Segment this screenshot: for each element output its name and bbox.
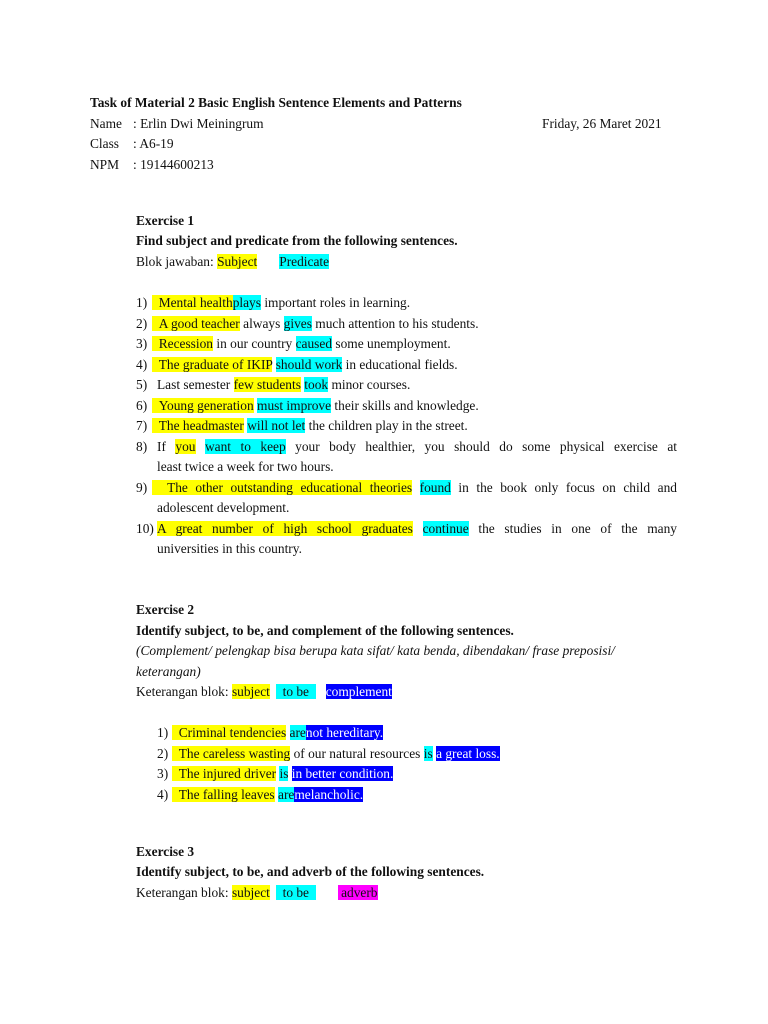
plain-text: important roles in learning. — [264, 295, 411, 310]
ex1-item-9 — [0, 478, 768, 498]
ex2-item-4 — [0, 785, 768, 805]
plain-text: much attention to his students. — [315, 316, 479, 331]
ex1-item-2 — [0, 314, 768, 334]
predicate-highlight: caused — [295, 336, 333, 351]
document-title — [0, 93, 768, 113]
subject-highlight: The falling leaves — [178, 787, 275, 802]
predicate-highlight: gives — [283, 316, 312, 331]
predicate-highlight: continue — [422, 521, 469, 536]
subject-highlight: Mental health — [158, 295, 233, 310]
exercise2-key — [0, 682, 768, 702]
complement-highlight: a great loss. — [436, 746, 500, 761]
item-number: 4) — [136, 357, 148, 372]
subject-highlight: A good teacher — [158, 316, 240, 331]
name-label: Name — [90, 116, 122, 131]
name-value: : Erlin Dwi Meiningrum — [133, 116, 264, 131]
item-number: 1) — [157, 725, 169, 740]
subject-highlight: The headmaster — [158, 418, 244, 433]
exercise3-title-text: Exercise 3 — [136, 844, 195, 859]
npm-label: NPM — [90, 157, 120, 172]
plain-text: in the book only focus on child and — [458, 480, 677, 495]
ex1-item-5 — [0, 375, 768, 395]
tobe-highlight: are — [278, 787, 295, 802]
item-number: 5) — [136, 377, 148, 392]
ex2-item-1 — [0, 723, 768, 743]
item-number: 1) — [136, 295, 148, 310]
subject-highlight: A great number of high school graduates — [157, 521, 413, 536]
note-text: (Complement/ pelengkap bisa berupa kata sifat/ kata benda, dibendakan/ frase preposisi/ — [136, 643, 615, 658]
complement-highlight: melancholic. — [294, 787, 364, 802]
ex1-item-9-cont — [0, 498, 768, 518]
ex1-item-1 — [0, 293, 768, 313]
exercise2-title-text: Exercise 2 — [136, 602, 195, 617]
plain-text: the children play in the street. — [308, 418, 468, 433]
item-number: 10) — [136, 521, 154, 536]
plain-text: least twice a week for two hours. — [157, 459, 334, 474]
exercise1-key — [0, 252, 768, 272]
exercise2-instruction-text: Identify subject, to be, and complement of the following sentences. — [136, 623, 514, 638]
plain-text: in our country — [216, 336, 293, 351]
item-number: 7) — [136, 418, 148, 433]
class-row — [0, 134, 768, 154]
exercise2-instruction — [0, 621, 768, 641]
key-adverb: adverb — [341, 885, 378, 900]
predicate-highlight: found — [419, 480, 451, 495]
ex1-item-10-cont — [0, 539, 768, 559]
key-prefix: Keterangan blok: — [136, 684, 229, 699]
tobe-highlight: is — [423, 746, 433, 761]
plain-text: their skills and knowledge. — [334, 398, 479, 413]
predicate-highlight: will not let — [247, 418, 306, 433]
item-number: 9) — [136, 480, 148, 495]
plain-text: of our natural resources — [293, 746, 421, 761]
predicate-highlight: took — [304, 377, 329, 392]
exercise2-title — [0, 600, 768, 620]
plain-text: minor courses. — [331, 377, 411, 392]
tobe-highlight: is — [279, 766, 289, 781]
plain-text: always — [243, 316, 281, 331]
item-number: 6) — [136, 398, 148, 413]
exercise2-note-2 — [0, 662, 768, 682]
exercise3-title — [0, 842, 768, 862]
plain-text: Last semester — [157, 377, 231, 392]
plain-text: If — [157, 439, 166, 454]
key-predicate: Predicate — [279, 254, 330, 269]
item-number: 2) — [136, 316, 148, 331]
ex2-item-2 — [0, 744, 768, 764]
subject-highlight: Recession — [158, 336, 213, 351]
exercise1-title-text: Exercise 1 — [136, 213, 195, 228]
key-subject: subject — [231, 684, 270, 699]
complement-highlight: not hereditary. — [305, 725, 384, 740]
ex1-item-7 — [0, 416, 768, 436]
class-value: : A6-19 — [133, 136, 174, 151]
plain-text: universities in this country. — [157, 541, 302, 556]
plain-text: the studies in one of the many — [478, 521, 677, 536]
exercise1-title — [0, 211, 768, 231]
key-tobe: to be — [282, 684, 309, 699]
note-text: keterangan) — [136, 664, 201, 679]
exercise3-instruction-text: Identify subject, to be, and adverb of the following sentences. — [136, 864, 485, 879]
exercise2-note-1 — [0, 641, 768, 661]
title-text: Task of Material 2 Basic English Sentence Elements and Patterns — [90, 95, 462, 110]
complement-highlight: in better condition. — [291, 766, 394, 781]
predicate-highlight: must improve — [257, 398, 332, 413]
predicate-highlight: should work — [275, 357, 343, 372]
item-number: 2) — [157, 746, 169, 761]
ex1-item-3 — [0, 334, 768, 354]
subject-highlight: The careless wasting — [178, 746, 291, 761]
predicate-highlight: want to keep — [204, 439, 286, 454]
key-complement: complement — [325, 684, 392, 699]
subject-highlight: Criminal tendencies — [178, 725, 287, 740]
ex1-item-8 — [0, 437, 768, 457]
date-text: Friday, 26 Maret 2021 — [542, 116, 662, 131]
subject-highlight: The graduate of IKIP — [158, 357, 273, 372]
item-number: 3) — [136, 336, 148, 351]
ex2-item-3 — [0, 764, 768, 784]
key-subject: subject — [231, 885, 270, 900]
key-prefix: Keterangan blok: — [136, 885, 229, 900]
ex1-item-8-cont — [0, 457, 768, 477]
exercise1-instruction-text: Find subject and predicate from the following sentences. — [136, 233, 458, 248]
subject-highlight: The injured driver — [178, 766, 277, 781]
name-row — [0, 114, 768, 134]
exercise3-key — [0, 883, 768, 903]
npm-value: : 19144600213 — [133, 157, 214, 172]
exercise1-instruction — [0, 231, 768, 251]
key-subject: Subject — [217, 254, 258, 269]
plain-text: some unemployment. — [335, 336, 451, 351]
ex1-item-10 — [0, 519, 768, 539]
plain-text: adolescent development. — [157, 500, 290, 515]
key-prefix: Blok jawaban: — [136, 254, 214, 269]
item-number: 8) — [136, 439, 148, 454]
plain-text: your body healthier, you should do some physical exercise at — [295, 439, 677, 454]
subject-highlight: The other outstanding educational theories — [167, 480, 413, 495]
npm-row — [0, 155, 768, 175]
key-tobe: to be — [282, 885, 309, 900]
ex1-item-4 — [0, 355, 768, 375]
class-label: Class — [90, 136, 120, 151]
subject-highlight: Young generation — [158, 398, 254, 413]
subject-highlight: you — [175, 439, 196, 454]
exercise3-instruction — [0, 862, 768, 882]
item-number: 3) — [157, 766, 169, 781]
predicate-highlight: plays — [232, 295, 261, 310]
ex1-item-6 — [0, 396, 768, 416]
tobe-highlight: are — [289, 725, 306, 740]
item-number: 4) — [157, 787, 169, 802]
subject-highlight: few students — [233, 377, 301, 392]
plain-text: in educational fields. — [345, 357, 458, 372]
